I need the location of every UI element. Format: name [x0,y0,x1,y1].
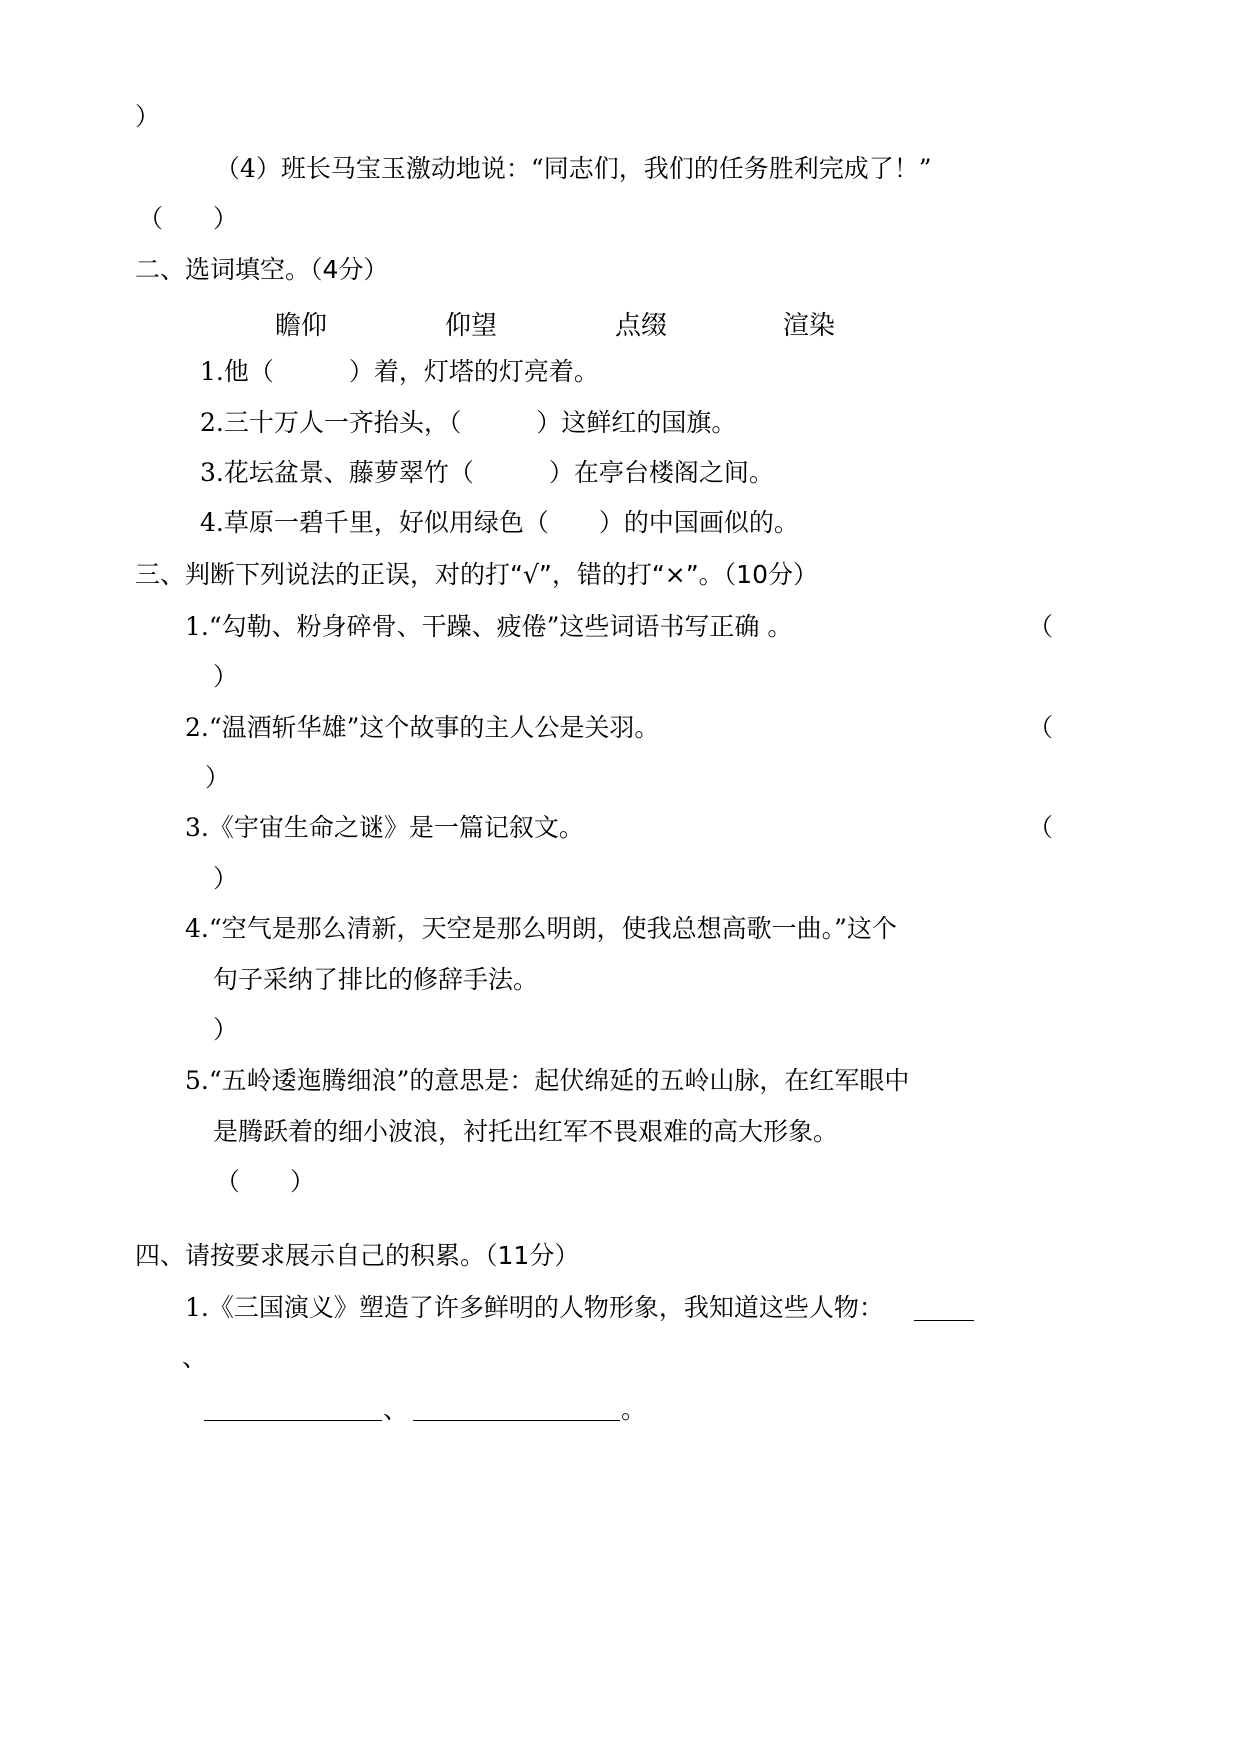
section-4-title: 四、请按要求展示自己的积累。（11分） [135,1241,580,1270]
judge-close-paren: ） [213,864,239,893]
fill-blank-item-2: 2.三十万人一齐抬头，（ ）这鲜红的国旗。 [200,408,737,437]
judge-close-paren: ） [213,662,239,691]
separator: 、 [383,1395,409,1424]
judge-item-5-line2: 是腾跃着的细小波浪，衬托出红军不畏艰难的高大形象。 [213,1117,839,1146]
answer-blank[interactable] [204,1396,382,1421]
judge-open-paren[interactable]: （ [1028,813,1054,842]
section-2-title: 二、选词填空。（4分） [135,255,389,284]
judge-open-paren[interactable]: （ [1028,713,1054,742]
judge-item-3: 3.《宇宙生命之谜》是一篇记叙文。 [185,813,584,842]
separator: 、 [182,1343,208,1372]
judge-item-1: 1.“勾勒、粉身碎骨、干躁、疲倦”这些词语书写正确 。 [185,612,793,641]
judge-open-paren[interactable]: （ [1028,612,1054,641]
answer-blank[interactable] [413,1396,620,1421]
judge-item-4-line1: 4.“空气是那么清新，天空是那么明朗，使我总想高歌一曲。”这个 [185,914,897,943]
accumulation-item-1: 1.《三国演义》塑造了许多鲜明的人物形象，我知道这些人物： [185,1293,884,1322]
judge-item-2: 2.“温酒斩华雄”这个故事的主人公是关羽。 [185,713,660,742]
judge-item-5-line1: 5.“五岭逶迤腾细浪”的意思是：起伏绵延的五岭山脉，在红军眼中 [185,1066,910,1095]
section-3-title: 三、判断下列说法的正误，对的打“√”，错的打“×”。（10分） [135,560,818,589]
judge-item-4-line2: 句子采纳了排比的修辞手法。 [213,965,539,994]
fill-blank-item-4: 4.草原一碧千里，好似用绿色（ ）的中国画似的。 [200,508,799,537]
word-bank-item: 渲染 [783,311,836,341]
continuation-close-paren: ） [135,102,161,131]
fill-blank-item-1: 1.他（ ）着，灯塔的灯亮着。 [200,357,599,386]
answer-paren[interactable]: （ ） [138,204,239,233]
question-item-4: （4）班长马宝玉激动地说：“同志们，我们的任务胜利完成了！” [215,154,932,183]
answer-blank[interactable] [914,1296,974,1321]
word-bank-item: 点缀 [615,311,668,341]
fill-blank-item-3: 3.花坛盆景、藤萝翠竹（ ）在亭台楼阁之间。 [200,458,774,487]
word-bank-item: 瞻仰 [275,311,328,341]
judge-close-paren: ） [213,1015,239,1044]
period: 。 [621,1395,647,1424]
judge-answer-paren[interactable]: （ ） [215,1167,316,1196]
judge-close-paren: ） [205,763,231,792]
word-bank-item: 仰望 [445,311,498,341]
